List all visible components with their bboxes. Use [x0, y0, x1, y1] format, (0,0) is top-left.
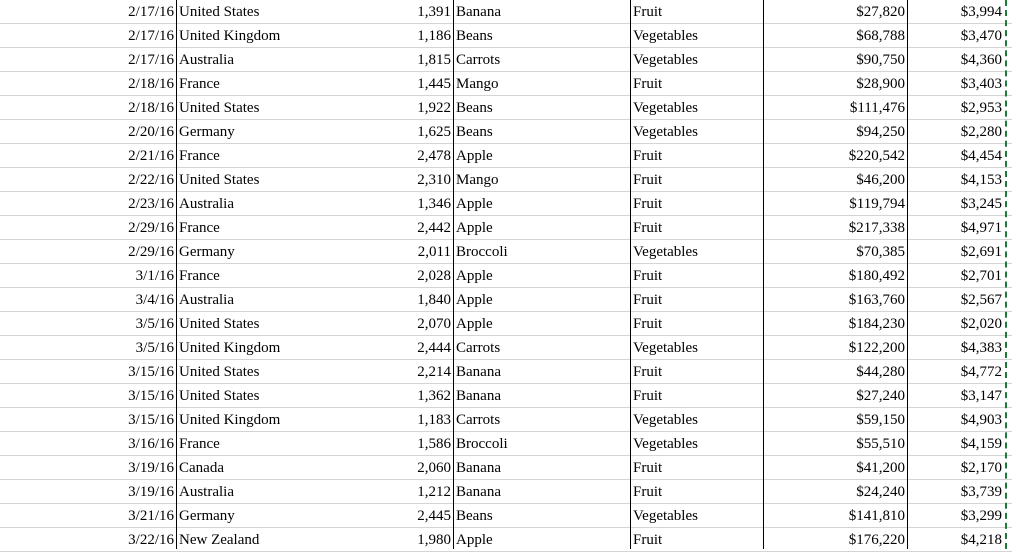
- units-cell[interactable]: 1,391: [417, 4, 451, 20]
- cost-cell[interactable]: $2,280: [960, 124, 1002, 140]
- product-cell[interactable]: Beans: [456, 28, 493, 44]
- cost-cell[interactable]: $4,383: [960, 340, 1002, 356]
- revenue-cell[interactable]: $28,900: [856, 76, 905, 92]
- cost-cell[interactable]: $2,953: [960, 100, 1002, 116]
- date-cell[interactable]: 3/15/16: [128, 412, 174, 428]
- category-cell[interactable]: Fruit: [633, 316, 663, 332]
- units-cell[interactable]: 2,070: [417, 316, 451, 332]
- table-row: [0, 288, 1012, 312]
- table-row: [0, 144, 1012, 168]
- table-row: [0, 48, 1012, 72]
- cost-cell[interactable]: $2,701: [960, 268, 1002, 284]
- product-cell[interactable]: Broccoli: [456, 436, 508, 452]
- cost-cell[interactable]: $3,470: [960, 28, 1002, 44]
- units-cell[interactable]: 1,815: [417, 52, 451, 68]
- category-cell[interactable]: Fruit: [633, 532, 663, 548]
- revenue-cell[interactable]: $55,510: [856, 436, 905, 452]
- date-cell[interactable]: 2/29/16: [128, 244, 174, 260]
- country-cell[interactable]: Australia: [179, 52, 234, 68]
- table-row: [0, 24, 1012, 48]
- country-cell[interactable]: United Kingdom: [179, 28, 281, 44]
- revenue-cell[interactable]: $27,240: [856, 388, 905, 404]
- country-cell[interactable]: United States: [179, 4, 260, 20]
- product-cell[interactable]: Apple: [456, 292, 493, 308]
- units-cell[interactable]: 1,186: [417, 28, 451, 44]
- cost-cell[interactable]: $2,691: [960, 244, 1002, 260]
- date-cell[interactable]: 2/18/16: [128, 76, 174, 92]
- revenue-cell[interactable]: $70,385: [856, 244, 905, 260]
- category-cell[interactable]: Fruit: [633, 268, 663, 284]
- units-cell[interactable]: 1,586: [417, 436, 451, 452]
- cost-cell[interactable]: $3,739: [960, 484, 1002, 500]
- cost-cell[interactable]: $4,971: [960, 220, 1002, 236]
- category-cell[interactable]: Vegetables: [633, 124, 698, 140]
- product-cell[interactable]: Apple: [456, 268, 493, 284]
- category-cell[interactable]: Vegetables: [633, 340, 698, 356]
- category-cell[interactable]: Vegetables: [633, 412, 698, 428]
- units-cell[interactable]: 1,183: [417, 412, 451, 428]
- product-cell[interactable]: Banana: [456, 460, 501, 476]
- country-cell[interactable]: Australia: [179, 484, 234, 500]
- cost-cell[interactable]: $2,020: [960, 316, 1002, 332]
- table-row: [0, 384, 1012, 408]
- date-cell[interactable]: 3/15/16: [128, 388, 174, 404]
- table-row: [0, 336, 1012, 360]
- revenue-cell[interactable]: $220,542: [848, 148, 905, 164]
- category-cell[interactable]: Fruit: [633, 364, 663, 380]
- country-cell[interactable]: United States: [179, 172, 260, 188]
- table-row: [0, 216, 1012, 240]
- date-cell[interactable]: 2/23/16: [128, 196, 174, 212]
- table-row: [0, 168, 1012, 192]
- revenue-cell[interactable]: $163,760: [848, 292, 905, 308]
- units-cell[interactable]: 1,625: [417, 124, 451, 140]
- product-cell[interactable]: Banana: [456, 484, 501, 500]
- category-cell[interactable]: Fruit: [633, 172, 663, 188]
- column-divider: [176, 0, 177, 549]
- units-cell[interactable]: 2,214: [417, 364, 451, 380]
- revenue-cell[interactable]: $68,788: [856, 28, 905, 44]
- country-cell[interactable]: France: [179, 268, 220, 284]
- product-cell[interactable]: Apple: [456, 196, 493, 212]
- table-row: [0, 360, 1012, 384]
- country-cell[interactable]: France: [179, 220, 220, 236]
- product-cell[interactable]: Apple: [456, 220, 493, 236]
- date-cell[interactable]: 3/19/16: [128, 484, 174, 500]
- cost-cell[interactable]: $2,170: [960, 460, 1002, 476]
- revenue-cell[interactable]: $94,250: [856, 124, 905, 140]
- cost-cell[interactable]: $4,454: [960, 148, 1002, 164]
- table-row: [0, 456, 1012, 480]
- category-cell[interactable]: Vegetables: [633, 508, 698, 524]
- date-cell[interactable]: 3/4/16: [135, 292, 174, 308]
- date-cell[interactable]: 2/20/16: [128, 124, 174, 140]
- date-cell[interactable]: 3/22/16: [128, 532, 174, 548]
- units-cell[interactable]: 1,980: [417, 532, 451, 548]
- table-row: [0, 480, 1012, 504]
- table-row: [0, 432, 1012, 456]
- product-cell[interactable]: Mango: [456, 172, 499, 188]
- table-row: [0, 408, 1012, 432]
- revenue-cell[interactable]: $59,150: [856, 412, 905, 428]
- product-cell[interactable]: Carrots: [456, 412, 501, 428]
- product-cell[interactable]: Banana: [456, 4, 501, 20]
- cost-cell[interactable]: $2,567: [960, 292, 1002, 308]
- date-cell[interactable]: 3/15/16: [128, 364, 174, 380]
- date-cell[interactable]: 2/29/16: [128, 220, 174, 236]
- column-divider: [907, 0, 908, 549]
- cost-cell[interactable]: $3,299: [960, 508, 1002, 524]
- revenue-cell[interactable]: $41,200: [856, 460, 905, 476]
- country-cell[interactable]: United Kingdom: [179, 340, 281, 356]
- table-row: [0, 0, 1012, 24]
- revenue-cell[interactable]: $141,810: [848, 508, 905, 524]
- product-cell[interactable]: Carrots: [456, 340, 501, 356]
- table-row: [0, 192, 1012, 216]
- revenue-cell[interactable]: $217,338: [848, 220, 905, 236]
- date-cell[interactable]: 3/5/16: [135, 340, 174, 356]
- category-cell[interactable]: Fruit: [633, 220, 663, 236]
- revenue-cell[interactable]: $184,230: [848, 316, 905, 332]
- table-row: [0, 528, 1012, 552]
- country-cell[interactable]: Canada: [179, 460, 224, 476]
- revenue-cell[interactable]: $27,820: [856, 4, 905, 20]
- cost-cell[interactable]: $4,903: [960, 412, 1002, 428]
- revenue-cell[interactable]: $176,220: [848, 532, 905, 548]
- country-cell[interactable]: France: [179, 148, 220, 164]
- revenue-cell[interactable]: $122,200: [848, 340, 905, 356]
- cost-cell[interactable]: $3,403: [960, 76, 1002, 92]
- category-cell[interactable]: Fruit: [633, 292, 663, 308]
- category-cell[interactable]: Vegetables: [633, 100, 698, 116]
- product-cell[interactable]: Carrots: [456, 52, 501, 68]
- category-cell[interactable]: Fruit: [633, 484, 663, 500]
- units-cell[interactable]: 2,028: [417, 268, 451, 284]
- revenue-cell[interactable]: $44,280: [856, 364, 905, 380]
- cost-cell[interactable]: $4,360: [960, 52, 1002, 68]
- country-cell[interactable]: Australia: [179, 196, 234, 212]
- product-cell[interactable]: Apple: [456, 532, 493, 548]
- units-cell[interactable]: 1,840: [417, 292, 451, 308]
- date-cell[interactable]: 2/17/16: [128, 52, 174, 68]
- category-cell[interactable]: Fruit: [633, 460, 663, 476]
- country-cell[interactable]: United States: [179, 388, 260, 404]
- table-row: [0, 96, 1012, 120]
- date-cell[interactable]: 2/17/16: [128, 28, 174, 44]
- table-row: [0, 264, 1012, 288]
- units-cell[interactable]: 1,922: [417, 100, 451, 116]
- table-row: [0, 120, 1012, 144]
- category-cell[interactable]: Fruit: [633, 4, 663, 20]
- country-cell[interactable]: Australia: [179, 292, 234, 308]
- units-cell[interactable]: 2,310: [417, 172, 451, 188]
- table-row: [0, 240, 1012, 264]
- table-row: [0, 312, 1012, 336]
- country-cell[interactable]: New Zealand: [179, 532, 260, 548]
- country-cell[interactable]: United States: [179, 100, 260, 116]
- category-cell[interactable]: Fruit: [633, 76, 663, 92]
- product-cell[interactable]: Banana: [456, 364, 501, 380]
- product-cell[interactable]: Beans: [456, 100, 493, 116]
- units-cell[interactable]: 1,346: [417, 196, 451, 212]
- category-cell[interactable]: Vegetables: [633, 436, 698, 452]
- revenue-cell[interactable]: $24,240: [856, 484, 905, 500]
- category-cell[interactable]: Vegetables: [633, 28, 698, 44]
- country-cell[interactable]: France: [179, 76, 220, 92]
- category-cell[interactable]: Fruit: [633, 388, 663, 404]
- category-cell[interactable]: Vegetables: [633, 52, 698, 68]
- country-cell[interactable]: Germany: [179, 508, 235, 524]
- date-cell[interactable]: 3/1/16: [135, 268, 174, 284]
- date-cell[interactable]: 3/16/16: [128, 436, 174, 452]
- units-cell[interactable]: 1,212: [417, 484, 451, 500]
- cost-cell[interactable]: $4,159: [960, 436, 1002, 452]
- units-cell[interactable]: 2,444: [417, 340, 451, 356]
- country-cell[interactable]: Germany: [179, 124, 235, 140]
- cost-cell[interactable]: $4,218: [960, 532, 1002, 548]
- table-row: [0, 504, 1012, 528]
- units-cell[interactable]: 2,060: [417, 460, 451, 476]
- country-cell[interactable]: France: [179, 436, 220, 452]
- column-divider: [453, 0, 454, 549]
- date-cell[interactable]: 3/5/16: [135, 316, 174, 332]
- units-cell[interactable]: 2,011: [417, 244, 451, 260]
- category-cell[interactable]: Vegetables: [633, 244, 698, 260]
- date-cell[interactable]: 3/21/16: [128, 508, 174, 524]
- country-cell[interactable]: United States: [179, 364, 260, 380]
- revenue-cell[interactable]: $119,794: [849, 196, 905, 212]
- units-cell[interactable]: 2,442: [417, 220, 451, 236]
- product-cell[interactable]: Beans: [456, 124, 493, 140]
- cost-cell[interactable]: $3,994: [960, 4, 1002, 20]
- units-cell[interactable]: 2,445: [417, 508, 451, 524]
- cost-cell[interactable]: $3,147: [960, 388, 1002, 404]
- product-cell[interactable]: Banana: [456, 388, 501, 404]
- revenue-cell[interactable]: $180,492: [848, 268, 905, 284]
- date-cell[interactable]: 2/22/16: [128, 172, 174, 188]
- units-cell[interactable]: 1,362: [417, 388, 451, 404]
- product-cell[interactable]: Mango: [456, 76, 499, 92]
- date-cell[interactable]: 2/21/16: [128, 148, 174, 164]
- column-divider: [630, 0, 631, 549]
- units-cell[interactable]: 2,478: [417, 148, 451, 164]
- category-cell[interactable]: Fruit: [633, 148, 663, 164]
- units-cell[interactable]: 1,445: [417, 76, 451, 92]
- table-row: [0, 72, 1012, 96]
- revenue-cell[interactable]: $90,750: [856, 52, 905, 68]
- cost-cell[interactable]: $4,153: [960, 172, 1002, 188]
- column-divider: [763, 0, 764, 549]
- country-cell[interactable]: United States: [179, 316, 260, 332]
- product-cell[interactable]: Apple: [456, 316, 493, 332]
- product-cell[interactable]: Broccoli: [456, 244, 508, 260]
- product-cell[interactable]: Beans: [456, 508, 493, 524]
- category-cell[interactable]: Fruit: [633, 196, 663, 212]
- revenue-cell[interactable]: $46,200: [856, 172, 905, 188]
- selection-marquee-border: [1005, 0, 1007, 549]
- product-cell[interactable]: Apple: [456, 148, 493, 164]
- date-cell[interactable]: 3/19/16: [128, 460, 174, 476]
- date-cell[interactable]: 2/17/16: [128, 4, 174, 20]
- country-cell[interactable]: Germany: [179, 244, 235, 260]
- date-cell[interactable]: 2/18/16: [128, 100, 174, 116]
- cost-cell[interactable]: $4,772: [960, 364, 1002, 380]
- revenue-cell[interactable]: $111,476: [849, 100, 905, 116]
- country-cell[interactable]: United Kingdom: [179, 412, 281, 428]
- cost-cell[interactable]: $3,245: [960, 196, 1002, 212]
